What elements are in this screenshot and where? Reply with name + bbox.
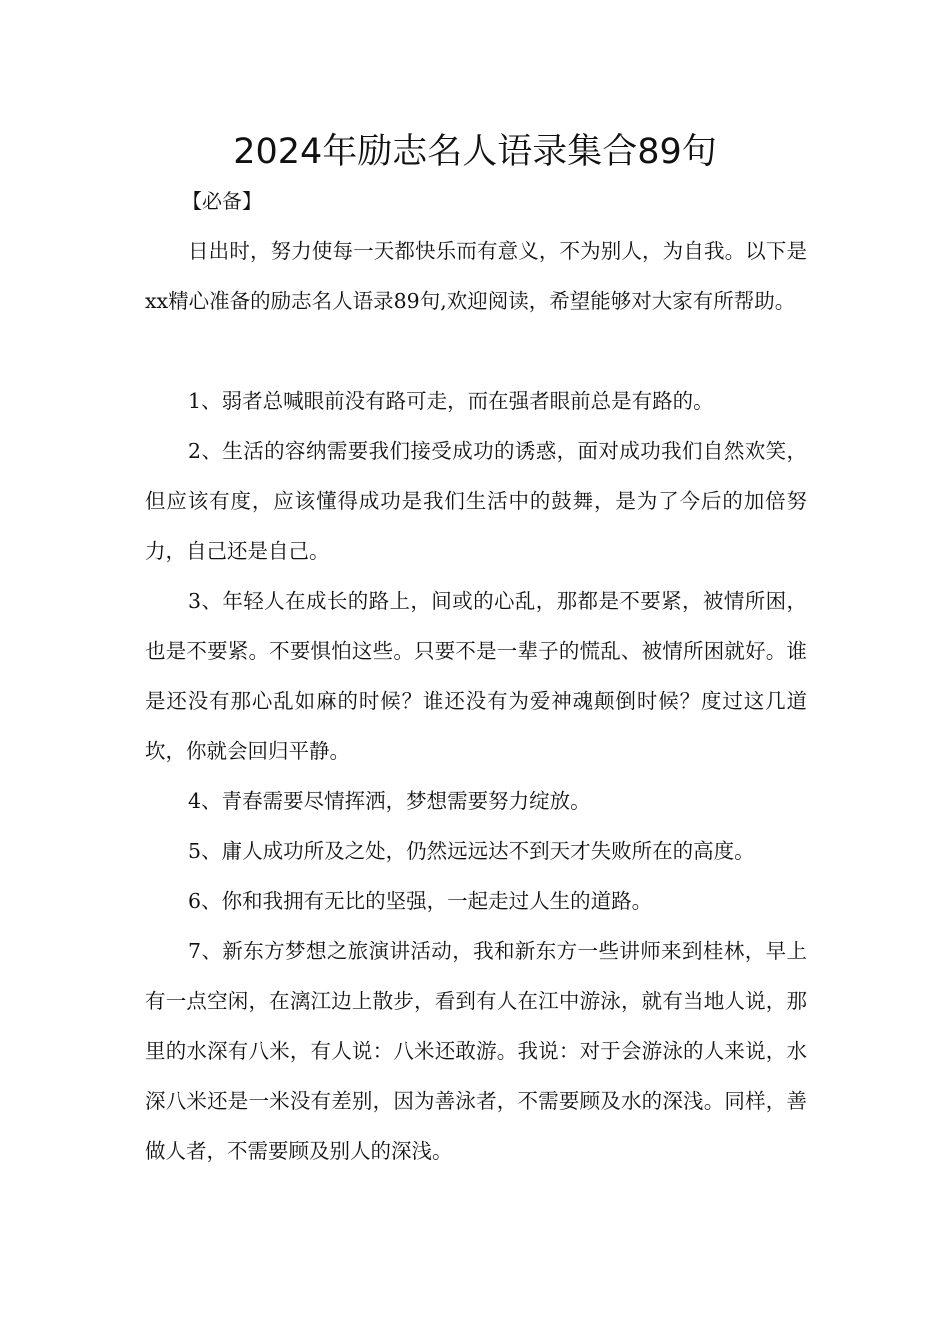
quote-paragraph-5: 5、庸人成功所及之处，仍然远远达不到天才失败所在的高度。 xyxy=(188,839,755,863)
quote-paragraph-1: 1、弱者总喊眼前没有路可走，而在强者眼前总是有路的。 xyxy=(188,389,714,413)
quote-paragraph-2: 2、生活的容纳需要我们接受成功的诱惑，面对成功我们自然欢笑，但应该有度，应该懂得成功是我们生活中的鼓舞，是为了今后的加倍努力，自己还是自己。 xyxy=(145,439,807,563)
document-title: 2024年励志名人语录集合89句 xyxy=(233,132,717,172)
quote-paragraph-6: 6、你和我拥有无比的坚强，一起走过人生的道路。 xyxy=(188,889,653,913)
quote-paragraph-7: 7、新东方梦想之旅演讲活动，我和新东方一些讲师来到桂林，早上有一点空闲，在漓江边上散步，看到有人在江中游泳，就有当地人说，那里的水深有八米，有人说：八米还敢游。我说：对于会游泳的人来说，水深八米还是一米没有差别，因为善泳者，不需要顾及水的深浅。同样，善做人者，不需要顾及别人的深浅。 xyxy=(145,939,807,1163)
intro-paragraph: 日出时，努力使每一天都快乐而有意义，不为别人，为自我。以下是xx精心准备的励志名人语录89句,欢迎阅读，希望能够对大家有所帮助。 xyxy=(145,239,807,313)
quote-paragraph-3: 3、年轻人在成长的路上，间或的心乱，那都是不要紧，被情所困，也是不要紧。不要惧怕这些。只要不是一辈子的慌乱、被情所困就好。谁是还没有那心乱如麻的时候？谁还没有为爱神魂颠倒时候？度过这几道坎，你就会回归平静。 xyxy=(145,589,807,763)
quote-paragraph-4: 4、青春需要尽情挥洒，梦想需要努力绽放。 xyxy=(188,789,591,813)
document-tag: 【必备】 xyxy=(182,189,262,213)
document-body xyxy=(145,226,807,1176)
